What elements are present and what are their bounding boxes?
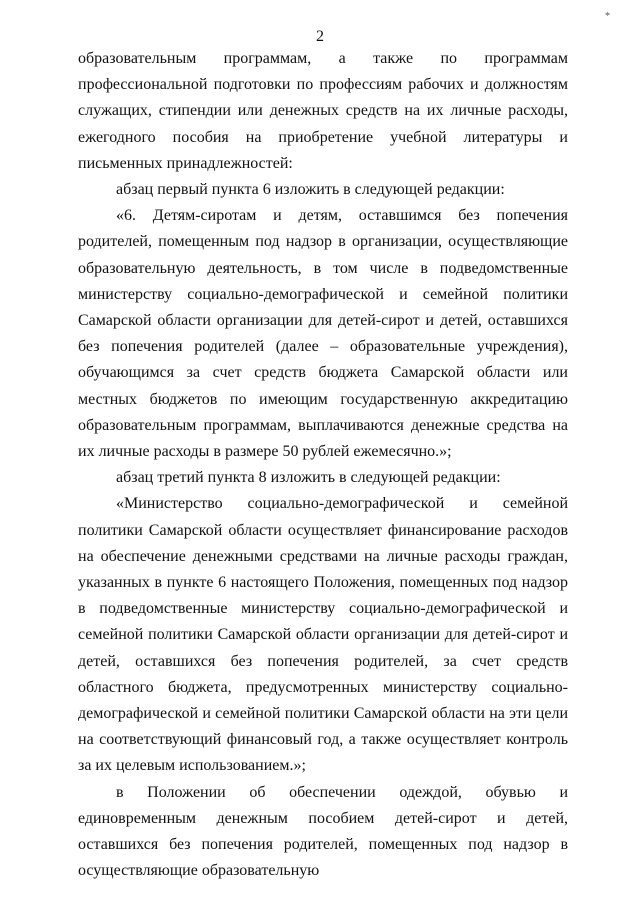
paragraph-amendment-point-8-intro: абзац третий пункта 8 изложить в следующей редакции:: [116, 469, 501, 487]
corner-mark: *: [605, 11, 610, 22]
paragraph-point-6-text: «6. Детям-сиротам и детям, оставшимся без попечения родителей, помещенным под надзор в организации, осуществляющие образовательную деятельность, в том числе в подведомственные министерству социально-демографической и семейной политики Самарской области организации для детей-сирот и детей, оставшихся без попечения родителей (далее – образовательные учреждения), обучающимся за счет средств бюджета Самарской области или местных бюджетов по имеющим государственную аккредитацию образовательным программам, выплачиваются денежные средства на их личные расходы в размере 50 рублей ежемесячно.»;: [78, 207, 568, 461]
paragraph-point-8-text: «Министерство социально-демографической и семейной политики Самарской области осуществляет финансирование расходов на обеспечение денежными средствами на личные расходы граждан, указанных в пункте 6 настоящего Положения, помещенных под надзор в подведомственные министерству социально-демографической и семейной политики Самарской области организации для детей-сирот и детей, оставшихся без попечения родителей, за счет средств областного бюджета, предусмотренных министерству социально-демографической и семейной политики Самарской области на эти цели на соответствующий финансовый год, а также осуществляет контроль за их целевым использованием.»;: [78, 495, 568, 775]
paragraph-clothing-regulation: в Положении об обеспечении одеждой, обувью и единовременным денежным пособием детей-сирот и детей, оставшихся без попечения родителей, помещенных под надзор в осуществляющие образовательную: [78, 783, 568, 880]
document-body: [78, 46, 568, 885]
paragraph-continuation: образовательным программам, а также по программам профессиональной подготовки по профессиям рабочих и должностям служащих, стипендии или денежных средств на их личные расходы, ежегодного пособия на приобретение учебной литературы и письменных принадлежностей:: [78, 50, 568, 172]
paragraph-amendment-point-6-intro: абзац первый пункта 6 изложить в следующей редакции:: [116, 181, 505, 199]
page-number: 2: [316, 28, 324, 45]
